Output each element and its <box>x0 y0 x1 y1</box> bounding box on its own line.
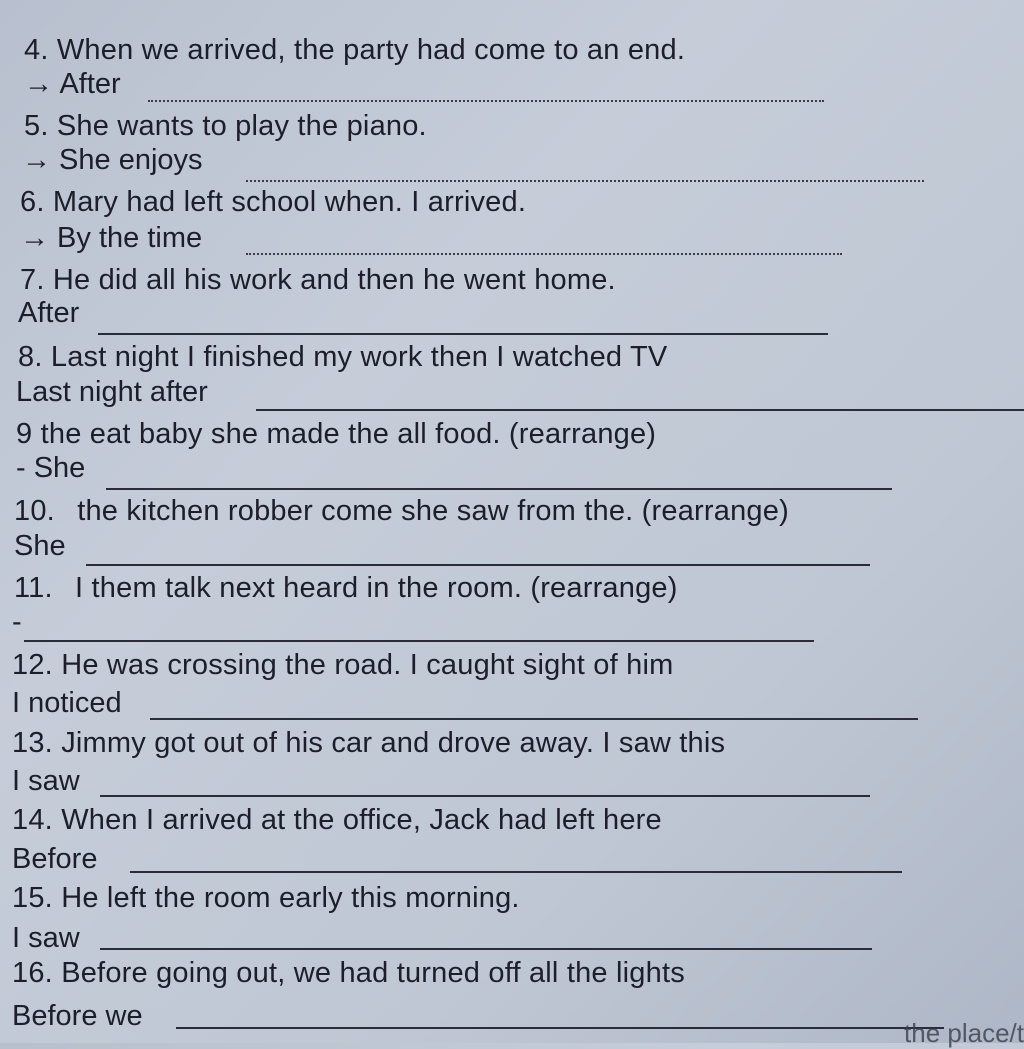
exercise-5-question <box>24 109 427 143</box>
exercise-15-prompt: I saw <box>12 922 80 954</box>
exercise-11-prompt: - <box>12 606 22 638</box>
exercise-12-question <box>12 648 673 682</box>
exercise-number: 6. <box>20 186 45 218</box>
exercise-14-prompt: Before <box>12 843 98 875</box>
exercise-6-answer-blank[interactable] <box>246 253 842 255</box>
exercise-11-answer-blank[interactable] <box>24 640 814 642</box>
exercise-16-answer-blank[interactable] <box>176 1027 944 1029</box>
exercise-13-question <box>12 726 725 760</box>
exercise-10-prompt: She <box>14 530 66 562</box>
exercise-number: 7. <box>20 264 45 296</box>
exercise-15-answer-blank[interactable] <box>100 948 872 950</box>
exercise-9-prompt: - She <box>16 452 86 484</box>
exercise-8-answer-blank[interactable] <box>256 409 1024 411</box>
exercise-number: 8. <box>18 341 43 373</box>
exercise-7-answer-blank[interactable] <box>98 333 828 335</box>
exercise-number: 14. <box>12 804 53 836</box>
exercise-number: 12. <box>12 649 53 681</box>
exercise-8-question <box>18 340 667 374</box>
exercise-8-prompt: Last night after <box>16 376 208 408</box>
exercise-10-answer-blank[interactable] <box>86 564 870 566</box>
exercise-text: He left the room early this morning. <box>61 882 520 914</box>
exercise-16-question <box>12 956 685 990</box>
exercise-number: 9 <box>16 418 33 450</box>
exercise-text: the eat baby she made the all food. (rearrange) <box>40 418 657 450</box>
exercise-7-question <box>20 263 616 297</box>
exercise-6-question <box>20 185 526 219</box>
exercise-5-prompt: → She enjoys <box>22 144 203 176</box>
exercise-4-question <box>24 33 685 67</box>
exercise-text: When we arrived, the party had come to an end. <box>56 34 686 66</box>
exercise-text: Last night I finished my work then I watched TV <box>50 341 668 373</box>
exercise-text: He was crossing the road. I caught sight of him <box>61 649 674 681</box>
exercise-13-answer-blank[interactable] <box>100 795 870 797</box>
exercise-number: 4. <box>24 34 49 66</box>
exercise-13-prompt: I saw <box>12 765 80 797</box>
exercise-6-prompt: → By the time <box>20 222 203 254</box>
exercise-16-prompt: Before we <box>12 1000 143 1032</box>
exercise-9-question <box>16 417 656 451</box>
exercise-4-prompt: → After <box>24 68 121 100</box>
exercise-text: He did all his work and then he went home. <box>52 264 616 296</box>
exercise-4-answer-blank[interactable] <box>148 100 824 102</box>
exercise-15-question <box>12 881 520 915</box>
exercise-text: Before going out, we had turned off all the lights <box>61 957 685 989</box>
exercise-text: She wants to play the piano. <box>56 110 427 142</box>
exercise-5-answer-blank[interactable] <box>246 180 924 182</box>
exercise-14-answer-blank[interactable] <box>130 871 902 873</box>
exercise-9-answer-blank[interactable] <box>106 488 892 490</box>
exercise-number: 16. <box>12 957 53 989</box>
exercise-number: 5. <box>24 110 49 142</box>
exercise-number: 13. <box>12 727 53 759</box>
exercise-text: When I arrived at the office, Jack had left here <box>61 804 662 836</box>
exercise-text: I them talk next heard in the room. (rearrange) <box>75 572 678 604</box>
exercise-14-question <box>12 803 662 837</box>
exercise-text: the kitchen robber come she saw from the. (rearrange) <box>77 495 789 527</box>
exercise-10-question <box>14 494 789 528</box>
exercise-number: 10. <box>14 495 55 527</box>
exercise-text: Jimmy got out of his car and drove away. I saw this <box>61 727 726 759</box>
exercise-12-answer-blank[interactable] <box>150 718 918 720</box>
exercise-number: 15. <box>12 882 53 914</box>
exercise-11-question <box>14 571 678 605</box>
exercise-number: 11. <box>14 572 53 604</box>
exercise-text: Mary had left school when. I arrived. <box>52 186 527 218</box>
exercise-12-prompt: I noticed <box>12 687 122 719</box>
exercise-7-prompt: After <box>18 297 80 329</box>
cutoff-text: the place/t <box>904 1018 1024 1048</box>
